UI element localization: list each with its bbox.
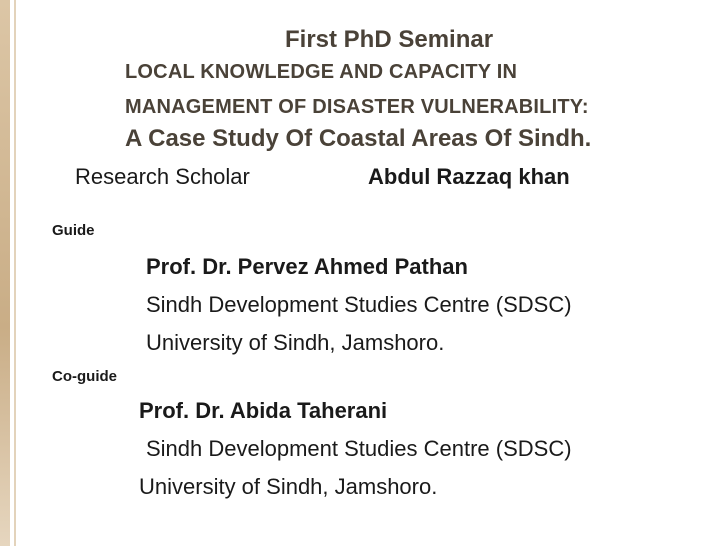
title-line-1: LOCAL KNOWLEDGE AND CAPACITY IN: [125, 61, 518, 83]
title-line-3: A Case Study Of Coastal Areas Of Sindh.: [125, 125, 592, 152]
research-scholar-label: Research Scholar: [75, 164, 250, 189]
guide-affiliation-2: University of Sindh, Jamshoro.: [146, 330, 445, 355]
decorative-side-line: [14, 0, 16, 546]
coguide-name: Prof. Dr. Abida Taherani: [139, 398, 388, 423]
research-scholar-name: Abdul Razzaq khan: [368, 164, 570, 189]
guide-label: Guide: [52, 222, 95, 239]
guide-name: Prof. Dr. Pervez Ahmed Pathan: [146, 254, 468, 279]
coguide-label: Co-guide: [52, 368, 117, 385]
coguide-affiliation-2: University of Sindh, Jamshoro.: [139, 474, 438, 499]
decorative-side-bar: [0, 0, 10, 546]
guide-affiliation-1: Sindh Development Studies Centre (SDSC): [146, 292, 572, 317]
coguide-affiliation-1: Sindh Development Studies Centre (SDSC): [146, 436, 572, 461]
seminar-heading: First PhD Seminar: [285, 26, 494, 53]
title-line-2: MANAGEMENT OF DISASTER VULNERABILITY:: [125, 96, 589, 118]
